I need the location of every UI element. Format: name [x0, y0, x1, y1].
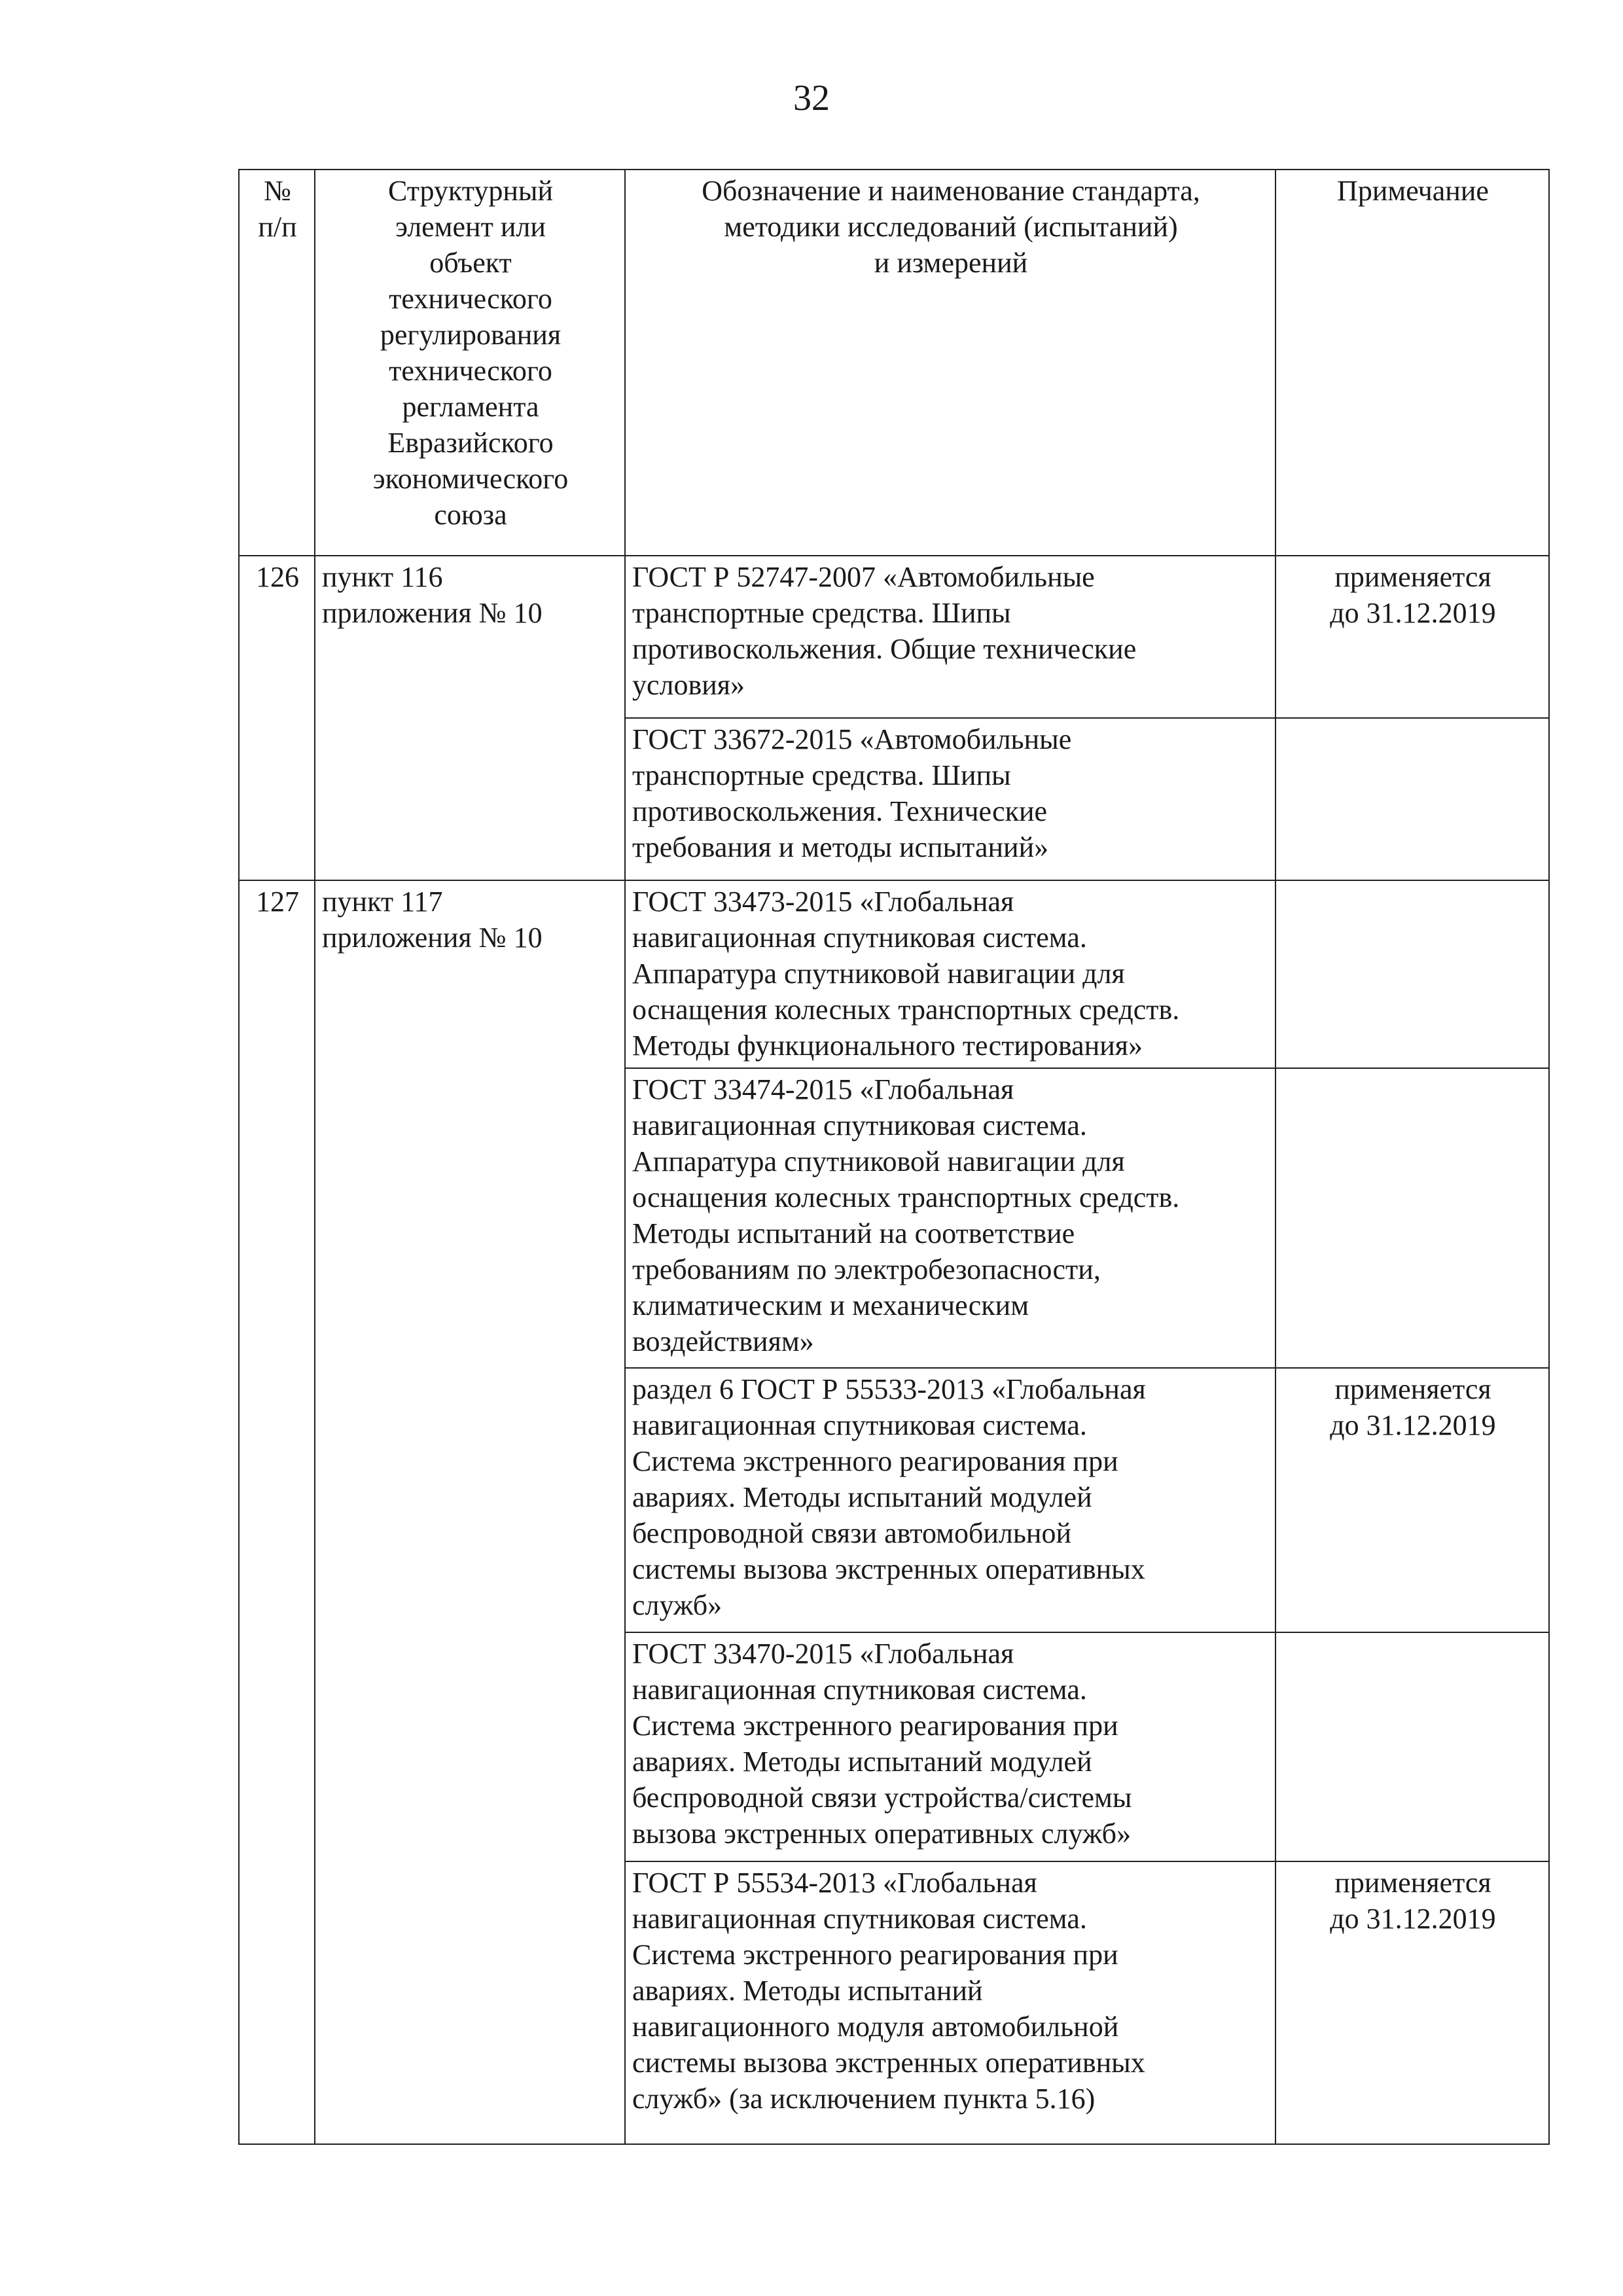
- structural-element: пункт 116 приложения № 10: [315, 556, 625, 880]
- table-row: [239, 880, 1549, 1068]
- standard-description: ГОСТ 33474-2015 «Глобальная навигационная спутниковая система. Аппаратура спутниковой навигации для оснащения колесных транспортных средств. Методы испытаний на соответствие требованиям по электробезопасности, климатическим и механическим воздействиям»: [625, 1068, 1275, 1368]
- note-cell: применяется до 31.12.2019: [1275, 1861, 1549, 2144]
- page-number: 32: [793, 78, 830, 118]
- header-note: Примечание: [1275, 170, 1549, 556]
- table-row: [239, 556, 1549, 718]
- structural-element: пункт 117 приложения № 10: [315, 880, 625, 2144]
- row-number: 126: [239, 556, 315, 880]
- note-cell: [1275, 1068, 1549, 1368]
- header-structural-element: Структурный элемент или объект технического регулирования технического регламента Евразийского экономического союза: [315, 170, 625, 556]
- standard-description: ГОСТ 33473-2015 «Глобальная навигационная спутниковая система. Аппаратура спутниковой навигации для оснащения колесных транспортных средств. Методы функционального тестирования»: [625, 880, 1275, 1068]
- standards-table: [238, 169, 1550, 2145]
- header-number: № п/п: [239, 170, 315, 556]
- standard-description: ГОСТ Р 52747-2007 «Автомобильные транспортные средства. Шипы противоскольжения. Общие технические условия»: [625, 556, 1275, 718]
- note-cell: [1275, 718, 1549, 880]
- row-number: 127: [239, 880, 315, 2144]
- note-cell: [1275, 880, 1549, 1068]
- standard-description: ГОСТ 33672-2015 «Автомобильные транспортные средства. Шипы противоскольжения. Технические требования и методы испытаний»: [625, 718, 1275, 880]
- note-cell: применяется до 31.12.2019: [1275, 556, 1549, 718]
- note-cell: применяется до 31.12.2019: [1275, 1368, 1549, 1632]
- header-standard: Обозначение и наименование стандарта, методики исследований (испытаний) и измерений: [625, 170, 1275, 556]
- standard-description: раздел 6 ГОСТ Р 55533-2013 «Глобальная навигационная спутниковая система. Система экстренного реагирования при авариях. Методы испытаний модулей беспроводной связи автомобильной системы вызова экстренных оперативных служб»: [625, 1368, 1275, 1632]
- note-cell: [1275, 1632, 1549, 1861]
- table-header-row: [239, 170, 1549, 556]
- standard-description: ГОСТ 33470-2015 «Глобальная навигационная спутниковая система. Система экстренного реагирования при авариях. Методы испытаний модулей беспроводной связи устройства/системы вызова экстренных оперативных служб»: [625, 1632, 1275, 1861]
- standard-description: ГОСТ Р 55534-2013 «Глобальная навигационная спутниковая система. Система экстренного реагирования при авариях. Методы испытаний навигационного модуля автомобильной системы вызова экстренных оперативных служб» (за исключением пункта 5.16): [625, 1861, 1275, 2144]
